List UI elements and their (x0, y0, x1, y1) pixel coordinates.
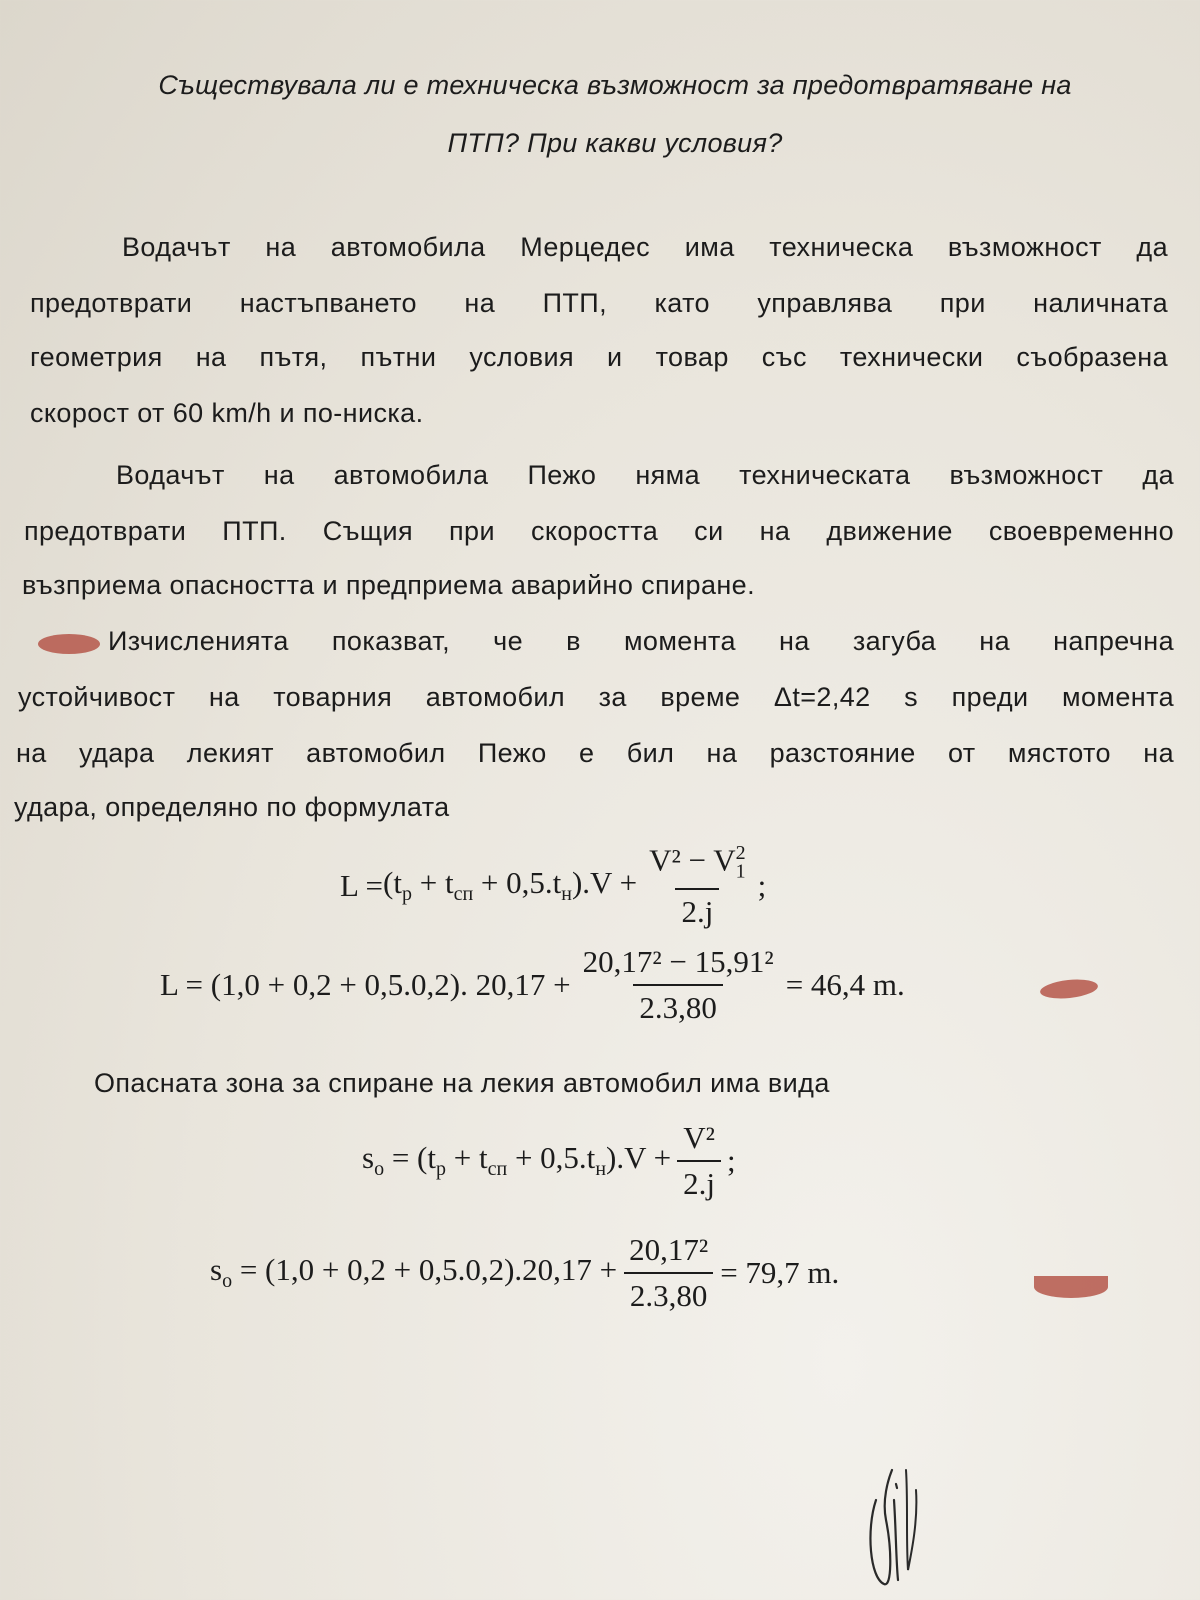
formula-danger-zone-general: $s_o = (t_р + t_{сп} + 0,5.t_н).V$ + $\frac{\text{V²}}{2.j}$ ; (362, 1120, 736, 1201)
formula-distance-general: L = $(t_р + t_{сп} + 0,5.t_н).V$ + $\frac{V^2 - V_1^2}{2.j}$ ; (340, 842, 767, 929)
heading-line-1: Съществувала ли е техническа възможност за предотвратяване на (158, 70, 1072, 100)
paragraph-2-line-3: възприема опасността и предприема аварийно спиране. (22, 570, 755, 600)
fraction: $\frac{V^2 - V_1^2}{2.j}$ (649, 842, 746, 929)
fraction: $\frac{\text{V²}}{2.j}$ (677, 1120, 721, 1202)
paragraph-4: Опасната зона за спиране на лекия автомобил има вида (94, 1068, 830, 1098)
formula-danger-zone-calculated: $s_o = (1,0 + 0,2 + 0,5.0,2).20,17$ + $\frac{\text{20,17²}}{2.3,80}$ = 79,7 m. (210, 1232, 840, 1313)
fraction: $\frac{\text{20,17² − 15,91²}}{2.3,80}$ (582, 944, 774, 1025)
highlighter-mark (1034, 1276, 1108, 1298)
paragraph-1-line-3: геометрия на пътя, пътни условия и товар със технически съобразена (30, 342, 1168, 372)
paragraph-3-line-4: удара, определяно по формулата (14, 792, 450, 822)
heading-line-2: ПТП? При какви условия? (447, 128, 783, 158)
paragraph-1-line-2: предотврати настъпването на ПТП, като управлява при наличната (30, 288, 1168, 318)
paragraph-3-line-1: Изчисленията показват, че в момента на загуба на напречна (108, 626, 1174, 656)
fraction: $\frac{\text{20,17²}}{2.3,80}$ (623, 1232, 714, 1314)
paragraph-3-line-3: на удара лекият автомобил Пежо е бил на разстояние от мястото на (16, 738, 1174, 768)
paragraph-2-line-1: Водачът на автомобила Пежо няма техническата възможност да (116, 460, 1174, 490)
highlighter-mark (38, 634, 100, 654)
highlighter-mark (1039, 977, 1099, 1001)
handwritten-signature (862, 1460, 942, 1590)
paragraph-1-line-4: скорост от 60 km/h и по-ниска. (30, 398, 424, 428)
formula-distance-calculated: L = (1,0 + 0,2 + 0,5.0,2). 20,17 + $\frac{\text{20,17² − 15,91²}}{2.3,80}$ = 46,4 m. (160, 944, 905, 1025)
paragraph-3-line-2: устойчивост на товарния автомобил за време Δt=2,42 s преди момента (18, 682, 1174, 712)
paragraph-1-line-1: Водачът на автомобила Мерцедес има техническа възможност да (122, 232, 1168, 262)
paragraph-2-line-2: предотврати ПТП. Същия при скоростта си на движение своевременно (24, 516, 1174, 546)
